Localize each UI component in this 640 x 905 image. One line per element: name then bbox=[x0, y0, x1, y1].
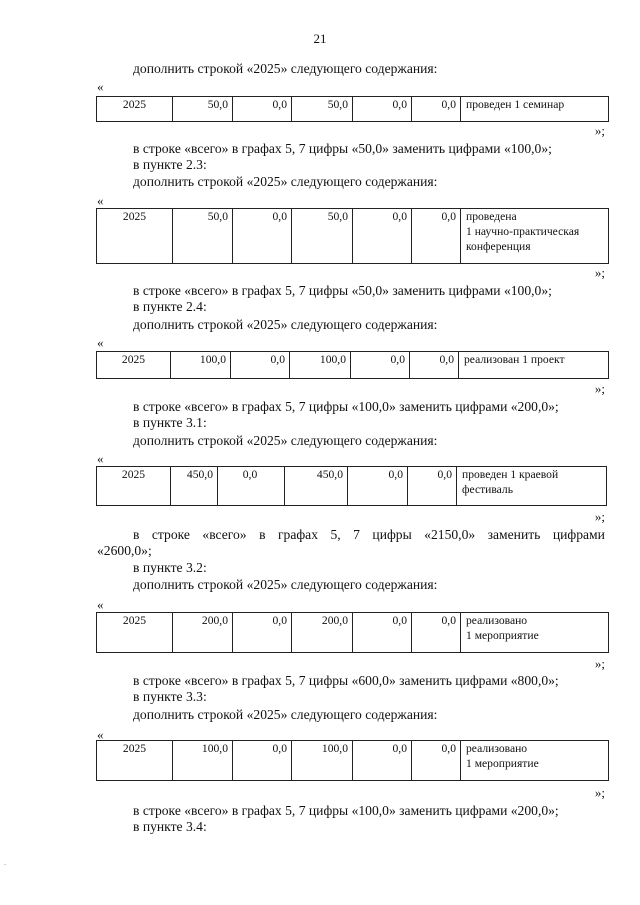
cell-value: 0,0 bbox=[412, 209, 461, 264]
result-line: реализовано bbox=[466, 742, 528, 755]
table-row bbox=[97, 613, 609, 653]
cell-result bbox=[461, 97, 609, 122]
table-row bbox=[97, 467, 607, 506]
item-ref: в пункте 3.2: bbox=[133, 560, 207, 575]
instruction-line: в строке «всего» в графах 5, 7 цифры «600,0» заменить цифрами «800,0»; bbox=[133, 673, 559, 688]
cell-value: 100,0 bbox=[292, 741, 353, 781]
word: в bbox=[259, 527, 266, 542]
cell-year: 2025 bbox=[97, 467, 171, 506]
instruction-line: в строке «всего» в графах 5, 7 цифры «100,0» заменить цифрами «200,0»; bbox=[133, 399, 559, 414]
word: «2150,0» bbox=[424, 527, 476, 542]
instruction-line: в строке «всего» в графах 5, 7 цифры «50,0» заменить цифрами «100,0»; bbox=[133, 141, 552, 156]
cell-result bbox=[457, 467, 607, 506]
cell-value: 50,0 bbox=[292, 209, 353, 264]
word: графах bbox=[277, 527, 319, 542]
cell-value: 0,0 bbox=[233, 209, 292, 264]
result-line: 1 мероприятие bbox=[466, 757, 539, 770]
intro-line: дополнить строкой «2025» следующего содержания: bbox=[133, 577, 438, 592]
result-line: реализовано bbox=[466, 614, 528, 627]
item-ref: в пункте 3.4: bbox=[133, 819, 207, 834]
open-quote: « bbox=[97, 335, 104, 350]
cell-result bbox=[459, 352, 609, 379]
word: «всего» bbox=[202, 527, 247, 542]
scan-mark: . bbox=[4, 858, 6, 867]
item-ref: в пункте 3.1: bbox=[133, 415, 207, 430]
intro-line: дополнить строкой «2025» следующего содержания: bbox=[133, 707, 438, 722]
cell-value: 0,0 bbox=[353, 97, 412, 122]
cell-value: 0,0 bbox=[412, 741, 461, 781]
table-row bbox=[97, 352, 609, 379]
cell-value: 0,0 bbox=[412, 613, 461, 653]
page-number: 21 bbox=[313, 31, 327, 46]
result-line: проведен 1 краевой bbox=[462, 468, 559, 481]
table-row bbox=[97, 97, 609, 122]
cell-year: 2025 bbox=[97, 613, 173, 653]
cell-value: 450,0 bbox=[285, 467, 348, 506]
cell-result bbox=[461, 209, 609, 264]
open-quote: « bbox=[97, 193, 104, 208]
data-table bbox=[96, 208, 609, 264]
instruction-line: в строке «всего» в графах 5, 7 цифры «100,0» заменить цифрами «200,0»; bbox=[133, 803, 559, 818]
cell-value: 0,0 bbox=[233, 97, 292, 122]
word: цифрами bbox=[552, 527, 605, 542]
open-quote: « bbox=[97, 451, 104, 466]
instruction-continuation: «2600,0»; bbox=[97, 543, 152, 558]
cell-year: 2025 bbox=[97, 209, 173, 264]
cell-value: 0,0 bbox=[351, 352, 410, 379]
result-line: 1 научно-практическая bbox=[466, 225, 580, 238]
item-ref: в пункте 3.3: bbox=[133, 689, 207, 704]
close-quote: »; bbox=[594, 381, 605, 396]
cell-value: 0,0 bbox=[233, 613, 292, 653]
word: строке bbox=[151, 527, 190, 542]
data-table bbox=[96, 351, 609, 379]
instruction-line: в строке «всего» в графах 5, 7 цифры «50,0» заменить цифрами «100,0»; bbox=[133, 283, 552, 298]
cell-value: 0,0 bbox=[353, 209, 412, 264]
item-ref: в пункте 2.3: bbox=[133, 157, 207, 172]
table-row bbox=[97, 209, 609, 264]
cell-value: 100,0 bbox=[290, 352, 351, 379]
cell-value: 50,0 bbox=[173, 209, 233, 264]
word: заменить bbox=[487, 527, 541, 542]
data-table bbox=[96, 612, 609, 653]
cell-value: 100,0 bbox=[173, 741, 233, 781]
cell-value: 0,0 bbox=[353, 613, 412, 653]
cell-year: 2025 bbox=[97, 352, 171, 379]
cell-value: 0,0 bbox=[410, 352, 459, 379]
result-line: реализован 1 проект bbox=[464, 353, 565, 366]
data-table bbox=[96, 96, 609, 122]
word: 7 bbox=[353, 527, 360, 542]
cell-value: 0,0 bbox=[353, 741, 412, 781]
result-line: проведена bbox=[466, 210, 517, 223]
cell-value: 0,0 bbox=[348, 467, 408, 506]
result-line: фестиваль bbox=[462, 483, 514, 496]
result-line: конференция bbox=[466, 240, 531, 253]
table-row bbox=[97, 741, 609, 781]
cell-value: 0,0 bbox=[218, 467, 285, 506]
word: в bbox=[133, 527, 140, 542]
open-quote: « bbox=[97, 597, 104, 612]
open-quote: « bbox=[97, 727, 104, 742]
close-quote: »; bbox=[594, 265, 605, 280]
cell-value: 200,0 bbox=[173, 613, 233, 653]
data-table bbox=[96, 740, 609, 781]
open-quote: « bbox=[97, 79, 104, 94]
cell-year: 2025 bbox=[97, 97, 173, 122]
cell-value: 100,0 bbox=[171, 352, 231, 379]
cell-value: 0,0 bbox=[412, 97, 461, 122]
cell-result bbox=[461, 741, 609, 781]
cell-value: 200,0 bbox=[292, 613, 353, 653]
cell-value: 0,0 bbox=[233, 741, 292, 781]
cell-value: 0,0 bbox=[408, 467, 457, 506]
cell-year: 2025 bbox=[97, 741, 173, 781]
intro-line: дополнить строкой «2025» следующего содержания: bbox=[133, 433, 438, 448]
close-quote: »; bbox=[594, 656, 605, 671]
close-quote: »; bbox=[594, 123, 605, 138]
intro-line: дополнить строкой «2025» следующего содержания: bbox=[133, 174, 438, 189]
result-line: 1 мероприятие bbox=[466, 629, 539, 642]
cell-value: 50,0 bbox=[173, 97, 233, 122]
result-line: проведен 1 семинар bbox=[466, 98, 565, 111]
word: цифры bbox=[372, 527, 412, 542]
item-ref: в пункте 2.4: bbox=[133, 299, 207, 314]
intro-line: дополнить строкой «2025» следующего содержания: bbox=[133, 317, 438, 332]
cell-value: 50,0 bbox=[292, 97, 353, 122]
cell-value: 450,0 bbox=[171, 467, 218, 506]
word: 5, bbox=[330, 527, 341, 542]
intro-line: дополнить строкой «2025» следующего содержания: bbox=[133, 61, 438, 76]
instruction-line-justified bbox=[133, 527, 605, 543]
data-table bbox=[96, 466, 607, 506]
cell-result bbox=[461, 613, 609, 653]
close-quote: »; bbox=[594, 509, 605, 524]
cell-value: 0,0 bbox=[231, 352, 290, 379]
close-quote: »; bbox=[594, 785, 605, 800]
